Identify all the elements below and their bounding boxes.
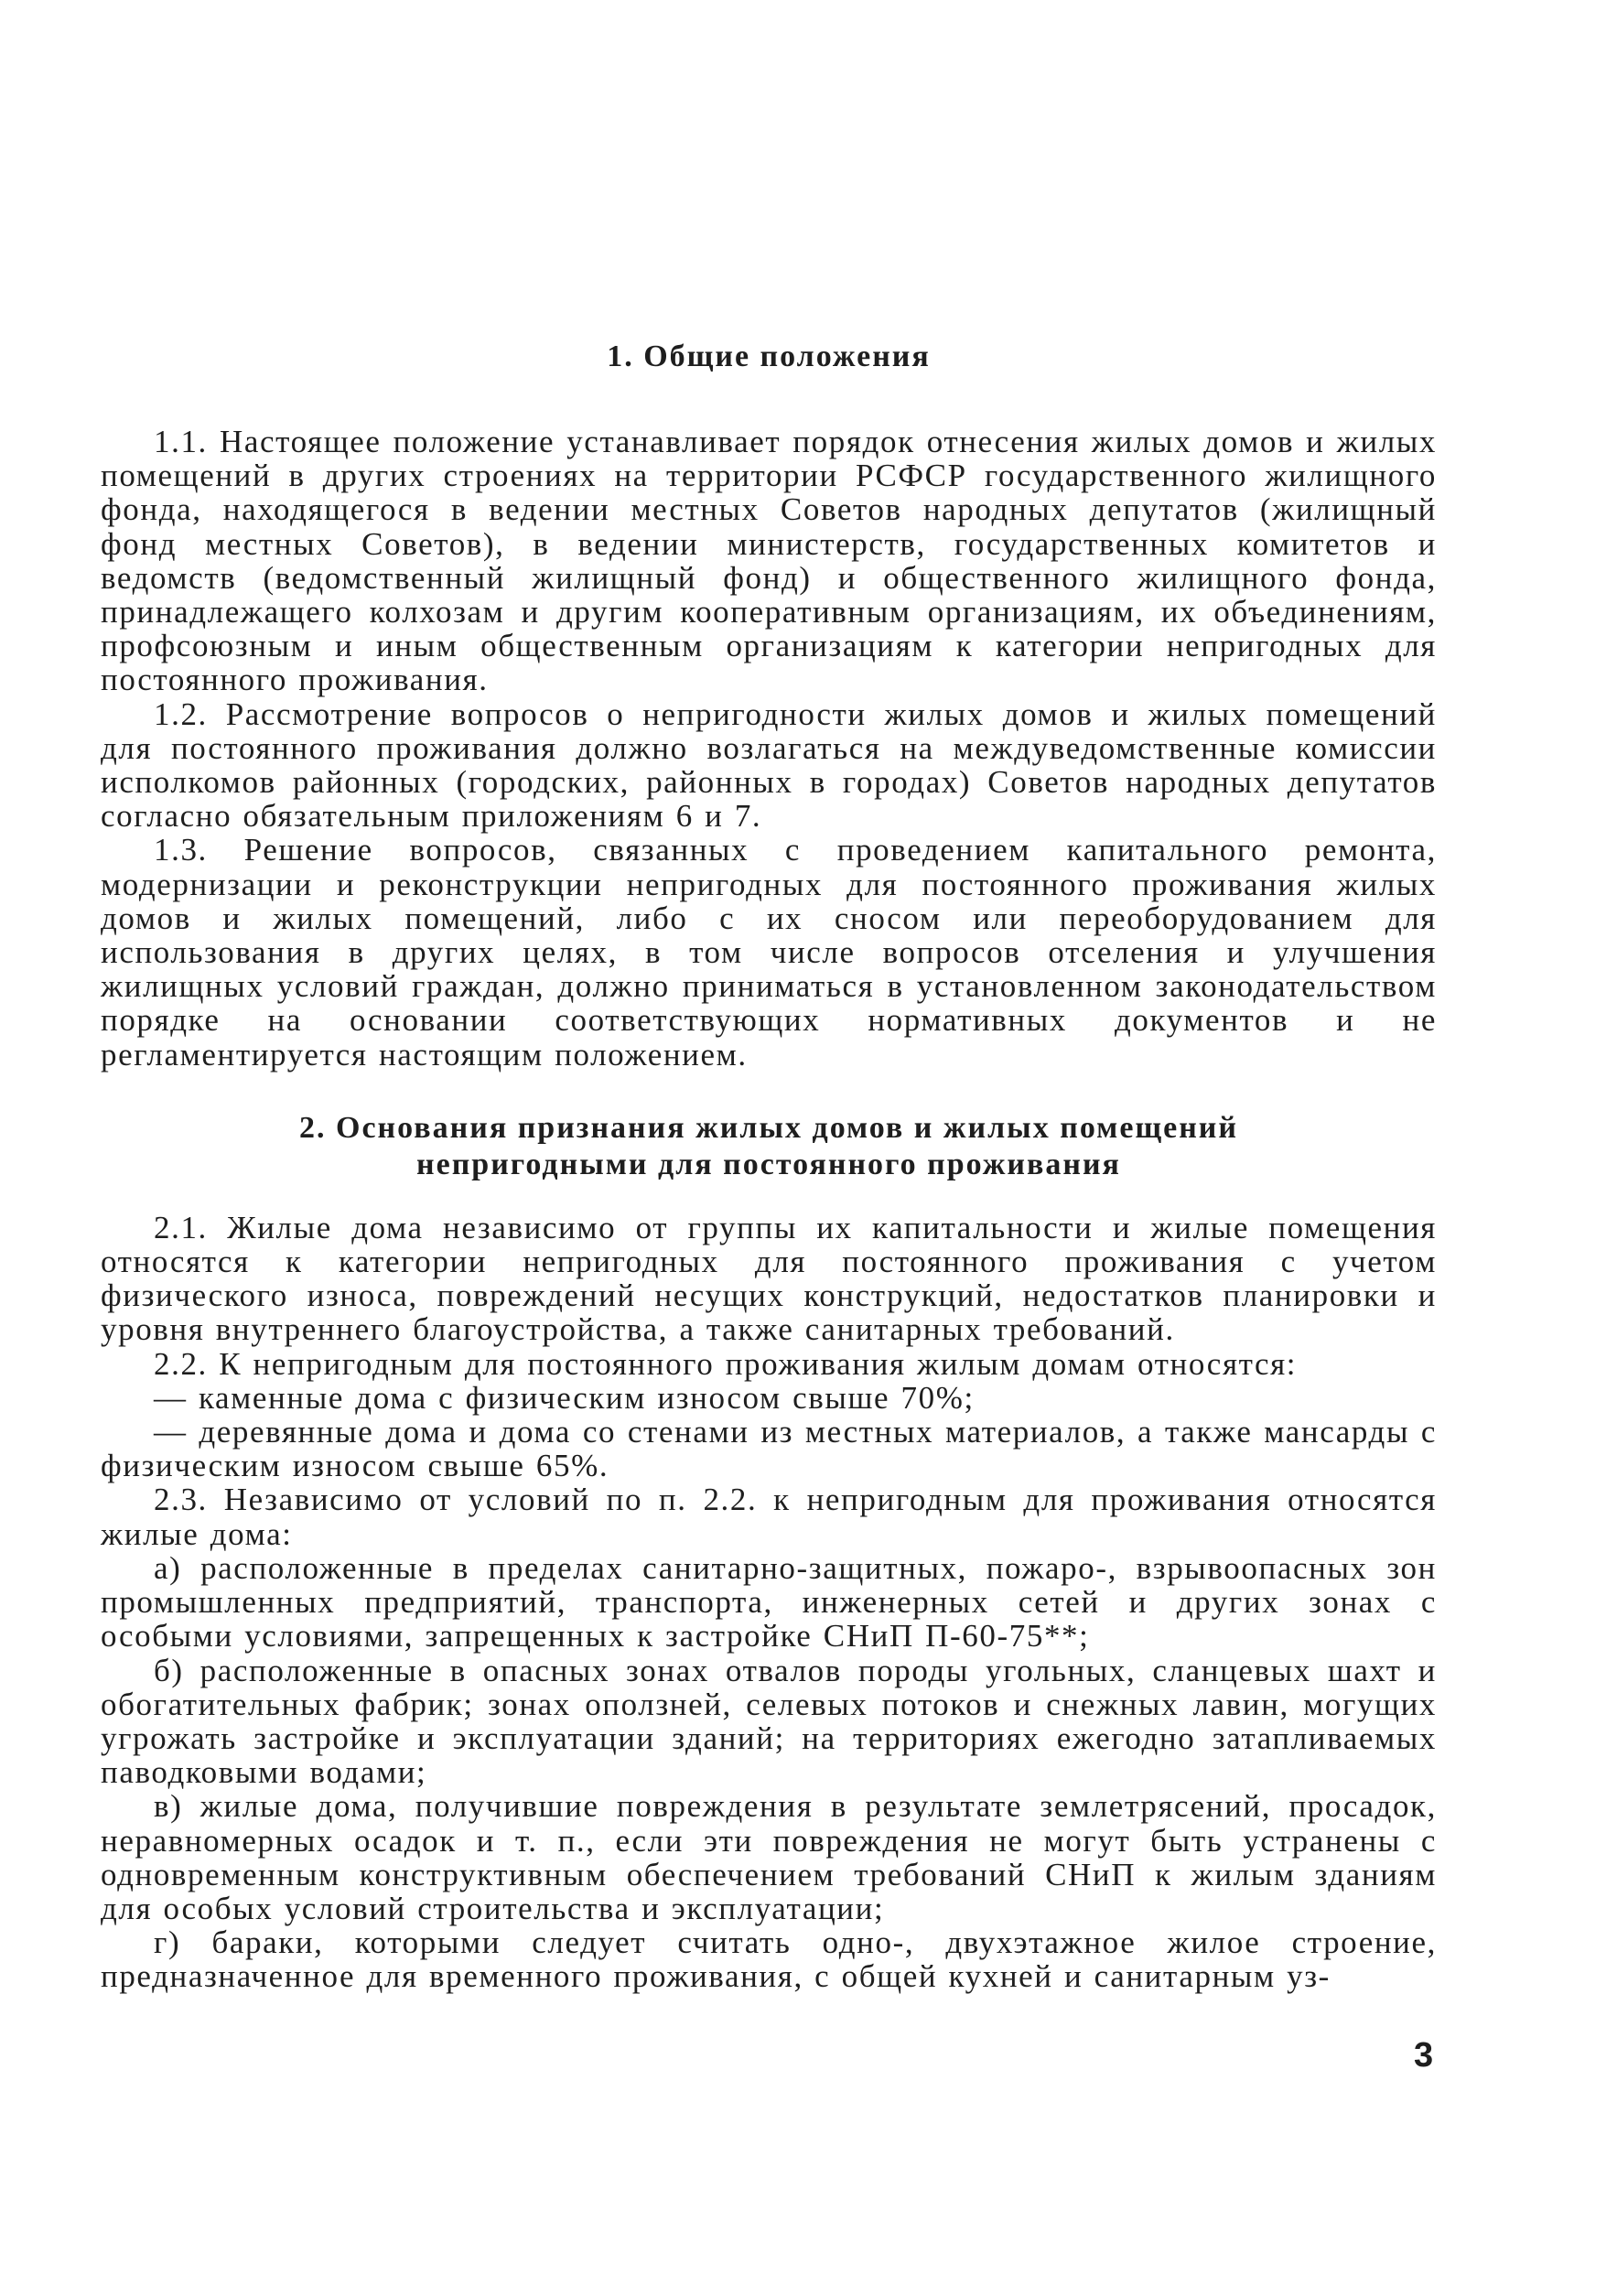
section-2-heading-line-1: 2. Основания признания жилых домов и жилых помещений — [299, 1110, 1238, 1145]
paragraph-1-2: 1.2. Рассмотрение вопросов о непригодности жилых домов и жилых помещений для постоянного проживания должно возлагаться на междуведомственные комиссии исполкомов районных (городских, районных в городах) Советов народных депутатов согласно обязательным приложениям 6 и 7. — [101, 695, 1437, 835]
section-1-body — [101, 425, 1437, 1072]
paragraph-2-3-a: а) расположенные в пределах санитарно-защитных, пожаро-, взрывоопасных зон промышленных предприятий, транспорта, инженерных сетей и других зонах с особыми условиями, запрещенных к застройке СНиП П-60-75**; — [101, 1549, 1437, 1655]
paragraph-2-2: 2.2. К непригодным для постоянного проживания жилым домам относятся: — [154, 1345, 1298, 1382]
paragraph-2-1: 2.1. Жилые дома независимо от группы их капитальности и жилые помещения относятся к категории непригодных для постоянного проживания с учетом физического износа, повреждений несущих конструкций, недостатков планировки и уровня внутреннего благоустройства, а также санитарных требований. — [101, 1209, 1437, 1348]
paragraph-1-1: 1.1. Настоящее положение устанавливает порядок отнесения жилых домов и жилых помещений в других строениях на территории РСФСР государственного жилищного фонда, находящегося в ведении местных Советов народных депутатов (жилищный фонд местных Советов), в ведении министерств, государственных комитетов и ведомств (ведомственный жилищный фонд) и общественного жилищного фонда, принадлежащего колхозам и другим кооперативным организациям, их объединениям, профсоюзным и иным общественным организациям к категории непригодных для постоянного проживания. — [101, 424, 1437, 698]
section-2-heading-line-2: непригодными для постоянного проживания — [416, 1147, 1121, 1181]
section-2-heading — [101, 1110, 1437, 1183]
paragraph-2-2-stone: — каменные дома с физическим износом свыше 70%; — [154, 1379, 975, 1416]
section-2-body — [101, 1211, 1437, 1994]
paragraph-1-3: 1.3. Решение вопросов, связанных с проведением капитального ремонта, модернизации и реконструкции непригодных для постоянного проживания жилых домов и жилых помещений, либо с их сносом или переоборудованием для использования в других целях, в том числе вопросов отселения и улучшения жилищных условий граждан, должно приниматься в установленном законодательством порядке на основании соответствующих нормативных документов и не регламентируется настоящим положением. — [101, 832, 1437, 1073]
paragraph-2-3-b: б) расположенные в опасных зонах отвалов породы угольных, сланцевых шахт и обогатительных фабрик; зонах оползней, селевых потоков и снежных лавин, могущих угрожать застройке и эксплуатации зданий; на территориях ежегодно затапливаемых паводковыми водами; — [101, 1652, 1437, 1791]
paragraph-2-3-v: в) жилые дома, получившие повреждения в результате землетрясений, просадок, неравномерных осадок и т. п., если эти повреждения не могут быть устранены с одновременным конструктивным обеспечением требований СНиП к жилым зданиям для особых условий строительства и эксплуатации; — [101, 1788, 1437, 1926]
section-1-heading: 1. Общие положения — [607, 340, 931, 373]
paragraph-2-3-g: г) бараки, которыми следует считать одно-, двухэтажное жилое строение, предназначенное для временного проживания, с общей кухней и санитарным уз- — [101, 1924, 1437, 1995]
document-page — [101, 339, 1437, 1994]
page-number: 3 — [1414, 2036, 1434, 2075]
paragraph-2-2-wooden: — деревянные дома и дома со стенами из местных материалов, а также мансарды с физическим износом свыше 65%. — [101, 1414, 1437, 1484]
paragraph-2-3: 2.3. Независимо от условий по п. 2.2. к непригодным для проживания относятся жилые дома: — [101, 1482, 1437, 1552]
